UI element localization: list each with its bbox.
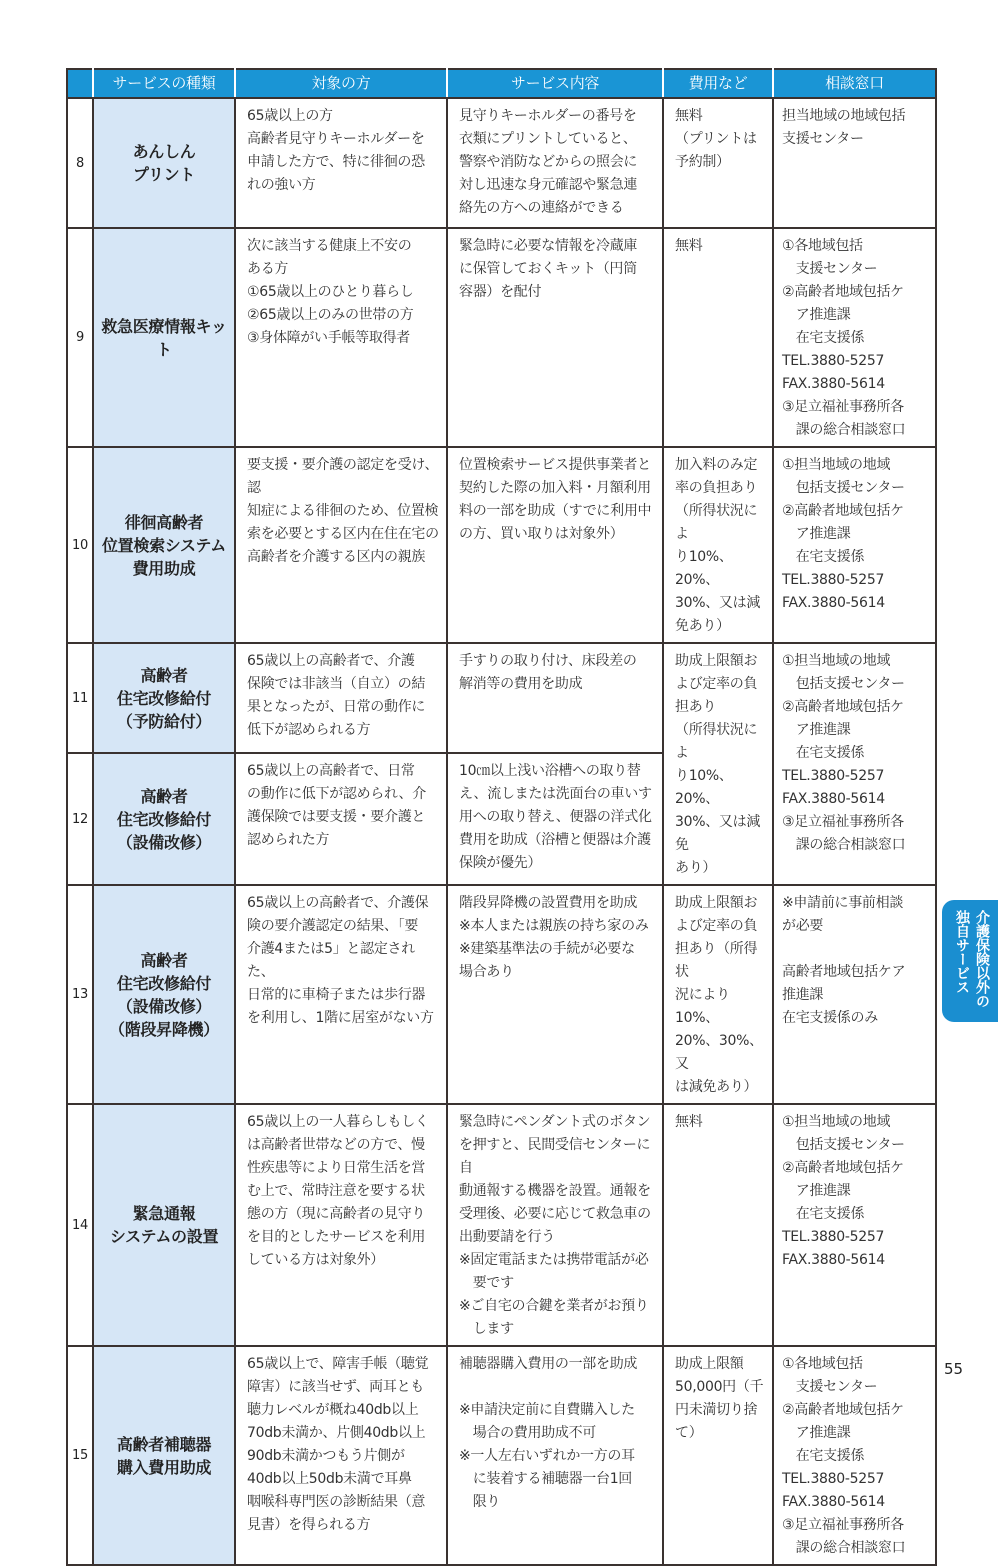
page-number: 55	[944, 1360, 964, 1378]
target-cell: 次に該当する健康上不安の ある方 ①65歳以上のひとり暮らし ②65歳以上のみの世帯の方 ③身体障がい手帳等取得者	[235, 228, 447, 447]
content-cell: 階段昇降機の設置費用を助成 ※本人または親族の持ち家のみ ※建築基準法の手続が必要な 場合あり	[447, 885, 663, 1104]
table-row	[67, 1346, 936, 1565]
contact-cell: ①担当地域の地域 包括支援センター ②高齢者地域包括ケ ア推進課 在宅支援係 TEL.3880-5257 FAX.3880-5614 ③足立福祉事務所各 課の総合相談窓口	[773, 643, 936, 885]
fee-cell: 加入料のみ定 率の負担あり （所得状況によ り10%、20%、 30%、又は減 免あり）	[663, 447, 773, 643]
target-cell: 65歳以上の高齢者で、日常 の動作に低下が認められ、介 護保険では要支援・要介護と 認められた方	[235, 753, 447, 885]
table-row	[67, 643, 936, 753]
row-number: 15	[67, 1346, 93, 1565]
row-number: 12	[67, 753, 93, 885]
service-name: あんしん プリント	[93, 98, 235, 228]
contact-cell: ①各地域包括 支援センター ②高齢者地域包括ケ ア推進課 在宅支援係 TEL.3880-5257 FAX.3880-5614 ③足立福祉事務所各 課の総合相談窓口	[773, 228, 936, 447]
target-cell: 要支援・要介護の認定を受け、認 知症による徘徊のため、位置検 索を必要とする区内在住在宅の 高齢者を介護する区内の親族	[235, 447, 447, 643]
fee-cell: 無料	[663, 228, 773, 447]
content-cell: 10㎝以上浅い浴槽への取り替 え、流しまたは洗面台の車いす 用への取り替え、便器の洋式化 費用を助成（浴槽と便器は介護 保険が優先）	[447, 753, 663, 885]
content-cell: 位置検索サービス提供事業者と 契約した際の加入料・月額利用 料の一部を助成（すでに利用中 の方、買い取りは対象外）	[447, 447, 663, 643]
header-contact: 相談窓口	[773, 69, 936, 98]
header-fee: 費用など	[663, 69, 773, 98]
table-row	[67, 228, 936, 447]
fee-cell: 助成上限額 50,000円（千 円未満切り捨 て）	[663, 1346, 773, 1565]
fee-cell: 無料 （プリントは 予約制）	[663, 98, 773, 228]
target-cell: 65歳以上の一人暮らしもしく は高齢者世帯などの方で、慢 性疾患等により日常生活を営 む上で、常時注意を要する状 態の方（現に高齢者の見守り を目的としたサービスを利用 している方は対象外）	[235, 1104, 447, 1346]
service-name: 高齢者 住宅改修給付 （予防給付）	[93, 643, 235, 753]
fee-cell: 助成上限額お よび定率の負 担あり （所得状況によ り10%、20%、 30%、又は減免 あり）	[663, 643, 773, 885]
service-name: 高齢者補聴器 購入費用助成	[93, 1346, 235, 1565]
row-number: 10	[67, 447, 93, 643]
row-number: 14	[67, 1104, 93, 1346]
contact-cell: 担当地域の地域包括 支援センター	[773, 98, 936, 228]
service-name: 緊急通報 システムの設置	[93, 1104, 235, 1346]
contact-cell: ①担当地域の地域 包括支援センター ②高齢者地域包括ケ ア推進課 在宅支援係 TEL.3880-5257 FAX.3880-5614	[773, 1104, 936, 1346]
target-cell: 65歳以上の高齢者で、介護 保険では非該当（自立）の結 果となったが、日常の動作に 低下が認められる方	[235, 643, 447, 753]
header-num	[67, 69, 93, 98]
fee-cell: 助成上限額お よび定率の負 担あり（所得状 況により10%、 20%、30%、又 は減免あり）	[663, 885, 773, 1104]
service-name: 高齢者 住宅改修給付 （設備改修）	[93, 753, 235, 885]
table-row	[67, 98, 936, 228]
service-name: 高齢者 住宅改修給付 （設備改修） （階段昇降機）	[93, 885, 235, 1104]
table-row	[67, 885, 936, 1104]
row-number: 9	[67, 228, 93, 447]
table-row	[67, 1104, 936, 1346]
header-service-type: サービスの種類	[93, 69, 235, 98]
service-name: 徘徊高齢者 位置検索システム 費用助成	[93, 447, 235, 643]
row-number: 8	[67, 98, 93, 228]
header-target: 対象の方	[235, 69, 447, 98]
content-cell: 緊急時にペンダント式のボタン を押すと、民間受信センターに自 動通報する機器を設置。通報を 受理後、必要に応じて救急車の 出動要請を行う ※固定電話または携帯電話が必 要です ※ご自宅の合鍵を業者がお預り します	[447, 1104, 663, 1346]
contact-cell: ①各地域包括 支援センター ②高齢者地域包括ケ ア推進課 在宅支援係 TEL.3880-5257 FAX.3880-5614 ③足立福祉事務所各 課の総合相談窓口	[773, 1346, 936, 1565]
contact-cell: ①担当地域の地域 包括支援センター ②高齢者地域包括ケ ア推進課 在宅支援係 TEL.3880-5257 FAX.3880-5614	[773, 447, 936, 643]
contact-cell: ※申請前に事前相談 が必要 高齢者地域包括ケア 推進課 在宅支援係のみ	[773, 885, 936, 1104]
table-row	[67, 447, 936, 643]
row-number: 11	[67, 643, 93, 753]
header-content: サービス内容	[447, 69, 663, 98]
row-number: 13	[67, 885, 93, 1104]
content-cell: 緊急時に必要な情報を冷蔵庫 に保管しておくキット（円筒 容器）を配付	[447, 228, 663, 447]
content-cell: 見守りキーホルダーの番号を 衣類にプリントしていると、 警察や消防などからの照会に 対し迅速な身元確認や緊急連 絡先の方への連絡ができる	[447, 98, 663, 228]
service-name: 救急医療情報キット	[93, 228, 235, 447]
target-cell: 65歳以上の高齢者で、介護保 険の要介護認定の結果、「要 介護4または5」と認定された、 日常的に車椅子または歩行器 を利用し、1階に居室がない方	[235, 885, 447, 1104]
section-side-tab: 介護保険以外の独自サービス	[942, 900, 998, 1022]
target-cell: 65歳以上で、障害手帳（聴覚 障害）に該当せず、両耳とも 聴力レベルが概ね40db以上 70db未満か、片側40db以上 90db未満かつもう片側が 40db以上50db未満で耳鼻 咽喉科専門医の診断結果（意 見書）を得られる方	[235, 1346, 447, 1565]
services-table	[66, 68, 937, 1566]
content-cell: 手すりの取り付け、床段差の 解消等の費用を助成	[447, 643, 663, 753]
fee-cell: 無料	[663, 1104, 773, 1346]
target-cell: 65歳以上の方 高齢者見守りキーホルダーを 申請した方で、特に徘徊の恐 れの強い方	[235, 98, 447, 228]
content-cell: 補聴器購入費用の一部を助成 ※申請決定前に自費購入した 場合の費用助成不可 ※一人左右いずれか一方の耳 に装着する補聴器一台1回 限り	[447, 1346, 663, 1565]
table-header-row	[67, 69, 936, 98]
